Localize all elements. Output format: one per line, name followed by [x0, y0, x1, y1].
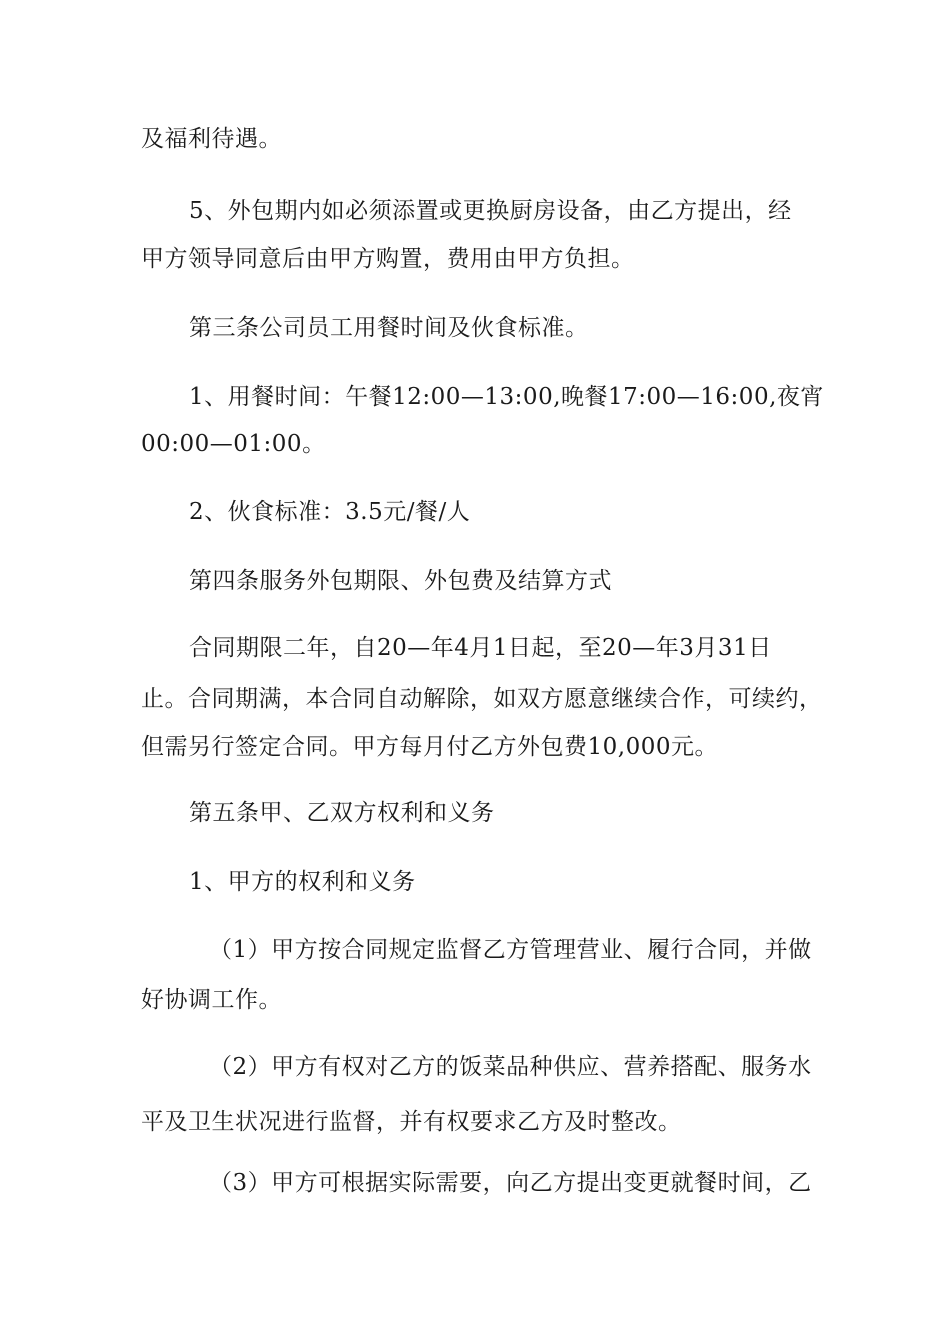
text-line: 及福利待遇。 [141, 126, 282, 152]
text-line: 合同期限二年，自20—年4月1日起，至20—年3月31日 [189, 635, 772, 661]
text-line: 2、伙食标准：3.5元/餐/人 [189, 499, 471, 525]
section-heading: 第三条公司员工用餐时间及伙食标准。 [189, 315, 589, 341]
text-line: 00:00—01:00。 [141, 431, 326, 457]
section-heading: 第五条甲、乙双方权利和义务 [189, 800, 495, 826]
section-heading: 第四条服务外包期限、外包费及结算方式 [189, 568, 612, 594]
text-line: （2）甲方有权对乙方的饭菜品种供应、营养搭配、服务水 [209, 1054, 812, 1080]
text-line: 1、用餐时间：午餐12:00—13:00,晚餐17:00—16:00,夜宵 [189, 384, 824, 410]
text-line: 止。合同期满，本合同自动解除，如双方愿意继续合作，可续约， [141, 686, 823, 712]
text-line: 平及卫生状况进行监督，并有权要求乙方及时整改。 [141, 1109, 682, 1135]
text-line: 但需另行签定合同。甲方每月付乙方外包费10,000元。 [141, 734, 718, 760]
text-line: （1）甲方按合同规定监督乙方管理营业、履行合同，并做 [209, 937, 812, 963]
text-line: 甲方领导同意后由甲方购置，费用由甲方负担。 [141, 246, 635, 272]
text-line: 1、甲方的权利和义务 [189, 869, 416, 895]
text-line: 5、外包期内如必须添置或更换厨房设备，由乙方提出，经 [189, 198, 792, 224]
text-line: （3）甲方可根据实际需要，向乙方提出变更就餐时间，乙 [209, 1170, 812, 1196]
text-line: 好协调工作。 [141, 987, 282, 1013]
